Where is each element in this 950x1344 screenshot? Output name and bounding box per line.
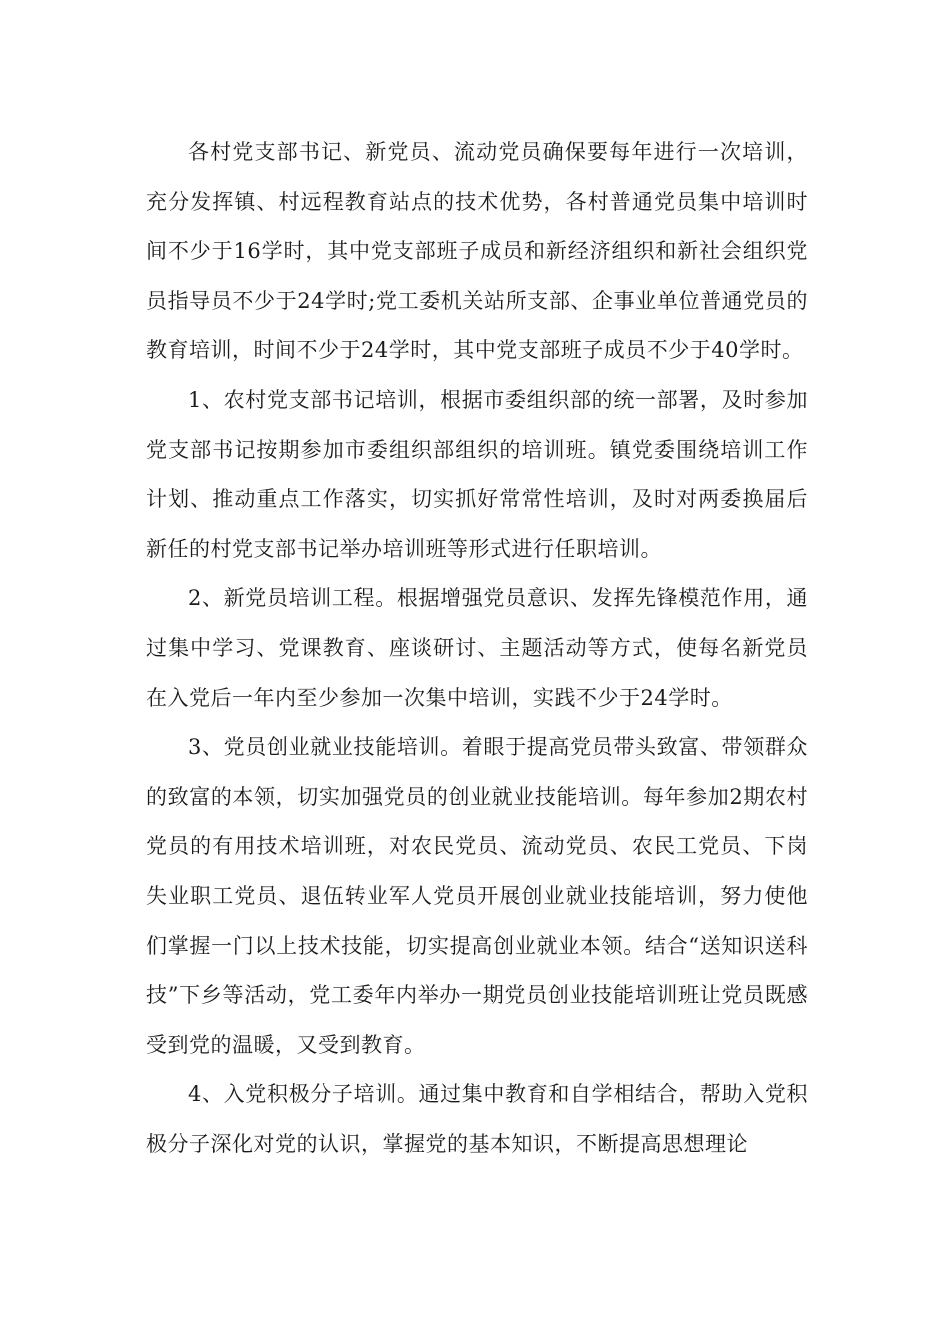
paragraph-new-member-training: 2、新党员培训工程。根据增强党员意识、发挥先锋模范作用，通过集中学习、党课教育、座谈研讨、主题活动等方式，使每名新党员在入党后一年内至少参加一次集中培训，实践不少于24学时。 (146, 586, 808, 710)
paragraph-activist-training: 4、入党积极分子培训。通过集中教育和自学相结合，帮助入党积极分子深化对党的认识，掌握党的基本知识，不断提高思想理论 (146, 1082, 808, 1156)
paragraph-employment-skills-training: 3、党员创业就业技能培训。着眼于提高党员带头致富、带领群众的致富的本领，切实加强党员的创业就业技能培训。每年参加2期农村党员的有用技术培训班，对农民党员、流动党员、农民工党员、下岗失业职工党员、退伍转业军人党员开展创业就业技能培训，努力使他们掌握一门以上技术技能，切实提高创业就业本领。结合“送知识送科技”下乡等活动，党工委年内举办一期党员创业技能培训班让党员既感受到党的温暖，又受到教育。 (146, 735, 808, 1057)
paragraph-branch-secretary-training: 1、农村党支部书记培训，根据市委组织部的统一部署，及时参加党支部书记按期参加市委组织部组织的培训班。镇党委围绕培训工作计划、推动重点工作落实，切实抓好常常性培训，及时对两委换届后新任的村党支部书记举办培训班等形式进行任职培训。 (146, 387, 808, 561)
document-body (146, 128, 808, 1169)
paragraph-training-requirements: 各村党支部书记、新党员、流动党员确保要每年进行一次培训，充分发挥镇、村远程教育站点的技术优势，各村普通党员集中培训时间不少于16学时，其中党支部班子成员和新经济组织和新社会组织党员指导员不少于24学时;党工委机关站所支部、企事业单位普通党员的教育培训，时间不少于24学时，其中党支部班子成员不少于40学时。 (146, 140, 808, 363)
